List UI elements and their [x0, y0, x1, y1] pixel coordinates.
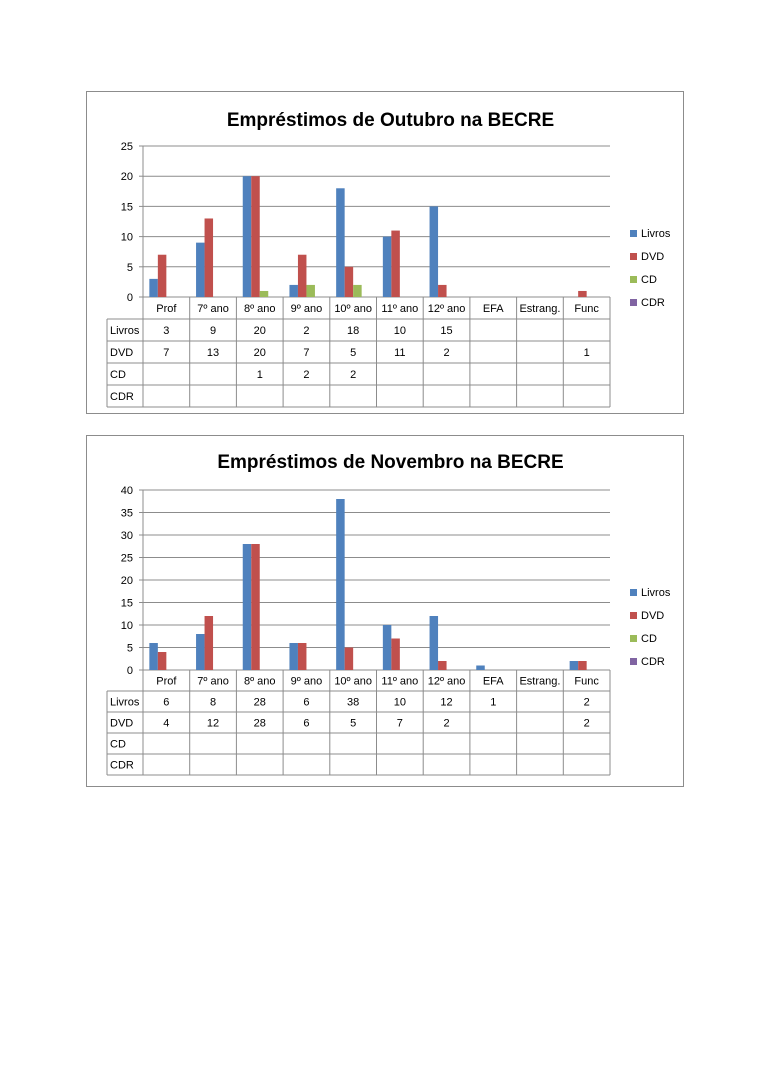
table-cell-dvd-prof: 7 — [163, 347, 170, 359]
table-cell-livros-prof: 6 — [163, 696, 170, 709]
category-label-11-ano: 11º ano — [381, 303, 419, 315]
y-tick-label: 0 — [126, 665, 133, 677]
legend-label-cd: CD — [641, 633, 657, 645]
bar-livros-11-ano — [383, 237, 392, 297]
legend-swatch-dvd — [630, 612, 637, 619]
table-cell-livros-efa: 1 — [490, 696, 497, 709]
category-label-12-ano: 12º ano — [427, 675, 466, 688]
table-cell-livros-12-ano: 15 — [440, 325, 453, 337]
table-cell-dvd-8-ano: 28 — [253, 717, 266, 730]
bar-livros-prof — [149, 643, 158, 670]
y-tick-label: 25 — [120, 552, 133, 565]
y-tick-label: 20 — [120, 575, 133, 587]
category-label-7-ano: 7º ano — [197, 675, 229, 688]
bar-livros-7-ano — [196, 634, 205, 670]
table-cell-cd-10-ano: 2 — [350, 369, 357, 381]
bar-dvd-12-ano — [438, 285, 447, 297]
category-label-estrang: Estrang. — [519, 675, 561, 688]
legend-swatch-cd — [630, 276, 637, 283]
legend-swatch-dvd — [630, 253, 637, 260]
table-cell-dvd-10-ano: 5 — [350, 717, 357, 730]
y-tick-label: 0 — [126, 292, 133, 304]
bar-dvd-12-ano — [438, 661, 447, 670]
bar-cd-8-ano — [260, 291, 269, 297]
table-cell-livros-9-ano: 6 — [303, 696, 310, 709]
table-cell-dvd-9-ano: 6 — [303, 717, 310, 730]
category-label-efa: EFA — [482, 675, 504, 688]
legend-label-livros: Livros — [641, 587, 671, 599]
table-row-label-cd: CD — [110, 738, 126, 751]
table-cell-dvd-7-ano: 13 — [206, 347, 220, 359]
bar-livros-10-ano — [336, 499, 345, 670]
table-cell-livros-7-ano: 8 — [209, 696, 217, 709]
category-label-7-ano: 7º ano — [197, 303, 229, 315]
legend-swatch-cd — [630, 635, 637, 642]
bar-livros-12-ano — [430, 616, 439, 670]
legend-label-dvd: DVD — [641, 610, 665, 622]
legend-label-dvd: DVD — [641, 251, 665, 263]
table-cell-livros-10-ano: 38 — [347, 696, 360, 709]
category-label-10-ano: 10º ano — [334, 303, 372, 315]
table-cell-livros-12-ano: 12 — [440, 696, 453, 709]
chart-title: Empréstimos de Outubro na BECRE — [226, 110, 555, 131]
chart-outubro — [86, 91, 684, 414]
chart-title: Empréstimos de Novembro na BECRE — [217, 452, 564, 473]
bar-dvd-10-ano — [345, 648, 354, 671]
table-cell-livros-10-ano: 18 — [347, 325, 360, 337]
bar-livros-9-ano — [289, 643, 298, 670]
bar-dvd-7-ano — [205, 218, 214, 297]
table-row-label-dvd: DVD — [110, 347, 134, 359]
table-cell-livros-8-ano: 28 — [253, 696, 266, 709]
table-cell-dvd-7-ano: 12 — [206, 717, 220, 730]
table-row-label-livros: Livros — [110, 325, 140, 337]
bar-livros-9-ano — [289, 285, 298, 297]
category-label-8-ano: 8º ano — [243, 675, 276, 688]
table-cell-dvd-8-ano: 20 — [253, 347, 266, 359]
table-cell-livros-7-ano: 9 — [209, 325, 217, 337]
y-tick-label: 25 — [120, 141, 133, 153]
table-row-label-dvd: DVD — [110, 717, 134, 730]
bar-dvd-8-ano — [251, 544, 260, 670]
table-row-label-cdr: CDR — [110, 391, 134, 403]
bar-livros-func — [570, 661, 579, 670]
bar-dvd-10-ano — [345, 267, 354, 297]
table-cell-dvd-9-ano: 7 — [303, 347, 310, 359]
category-label-func: Func — [574, 303, 599, 315]
y-tick-label: 15 — [120, 597, 133, 610]
chart-novembro-svg — [87, 436, 685, 788]
legend-swatch-livros — [630, 230, 637, 237]
bar-dvd-func — [578, 291, 587, 297]
category-label-prof: Prof — [156, 303, 177, 315]
legend-label-cdr: CDR — [641, 656, 665, 668]
legend-swatch-cdr — [630, 299, 637, 306]
table-cell-dvd-12-ano: 2 — [443, 347, 450, 359]
bar-livros-10-ano — [336, 188, 345, 297]
y-tick-label: 35 — [120, 507, 133, 520]
bar-dvd-11-ano — [391, 231, 400, 297]
bar-dvd-11-ano — [391, 639, 400, 671]
y-tick-label: 30 — [120, 530, 133, 542]
table-cell-dvd-func: 1 — [583, 347, 590, 359]
legend-label-cdr: CDR — [641, 297, 665, 309]
legend-label-livros: Livros — [641, 228, 671, 240]
bar-dvd-7-ano — [205, 616, 214, 670]
chart-outubro-svg — [87, 92, 685, 415]
table-cell-livros-11-ano: 10 — [393, 325, 406, 337]
bar-livros-8-ano — [243, 544, 252, 670]
category-label-10-ano: 10º ano — [334, 675, 372, 688]
category-label-func: Func — [574, 675, 599, 688]
table-cell-dvd-11-ano: 7 — [396, 717, 403, 730]
table-cell-dvd-12-ano: 2 — [443, 717, 450, 730]
bar-livros-prof — [149, 279, 158, 297]
y-tick-label: 5 — [126, 642, 133, 655]
table-row-label-livros: Livros — [110, 696, 140, 709]
bar-dvd-prof — [158, 255, 167, 297]
table-cell-livros-8-ano: 20 — [253, 325, 266, 337]
category-label-11-ano: 11º ano — [381, 675, 419, 688]
category-label-9-ano: 9º ano — [290, 675, 323, 688]
y-tick-label: 10 — [120, 231, 133, 244]
category-label-efa: EFA — [482, 303, 504, 315]
y-tick-label: 20 — [120, 171, 133, 184]
legend-swatch-cdr — [630, 658, 637, 665]
table-cell-livros-func: 2 — [583, 696, 590, 709]
legend-label-cd: CD — [641, 274, 657, 286]
table-row-label-cd: CD — [110, 369, 126, 381]
legend-swatch-livros — [630, 589, 637, 596]
category-label-12-ano: 12º ano — [427, 303, 466, 315]
category-label-prof: Prof — [156, 675, 177, 688]
table-cell-livros-9-ano: 2 — [303, 325, 310, 337]
table-cell-cd-8-ano: 1 — [256, 369, 263, 381]
table-cell-cd-9-ano: 2 — [303, 369, 310, 381]
bar-livros-12-ano — [430, 206, 439, 297]
category-label-9-ano: 9º ano — [290, 303, 323, 315]
table-cell-livros-11-ano: 10 — [393, 696, 406, 709]
bar-dvd-9-ano — [298, 255, 307, 297]
bar-dvd-func — [578, 661, 587, 670]
bar-livros-11-ano — [383, 625, 392, 670]
bar-livros-7-ano — [196, 243, 205, 297]
bar-livros-8-ano — [243, 176, 252, 297]
bar-dvd-8-ano — [251, 176, 260, 297]
bar-dvd-prof — [158, 652, 167, 670]
table-cell-dvd-10-ano: 5 — [350, 347, 357, 359]
table-cell-dvd-prof: 4 — [163, 717, 170, 730]
bar-cd-9-ano — [306, 285, 315, 297]
bar-dvd-9-ano — [298, 643, 307, 670]
category-label-8-ano: 8º ano — [243, 303, 276, 315]
table-cell-dvd-11-ano: 11 — [394, 347, 406, 359]
y-tick-label: 10 — [120, 620, 133, 632]
y-tick-label: 15 — [120, 201, 133, 214]
y-tick-label: 5 — [126, 261, 133, 274]
y-tick-label: 40 — [120, 485, 133, 497]
chart-novembro — [86, 435, 684, 787]
table-cell-livros-prof: 3 — [163, 325, 170, 337]
table-cell-dvd-func: 2 — [583, 717, 590, 730]
table-row-label-cdr: CDR — [110, 759, 134, 772]
category-label-estrang: Estrang. — [519, 303, 561, 315]
bar-livros-efa — [476, 666, 485, 671]
bar-cd-10-ano — [353, 285, 362, 297]
